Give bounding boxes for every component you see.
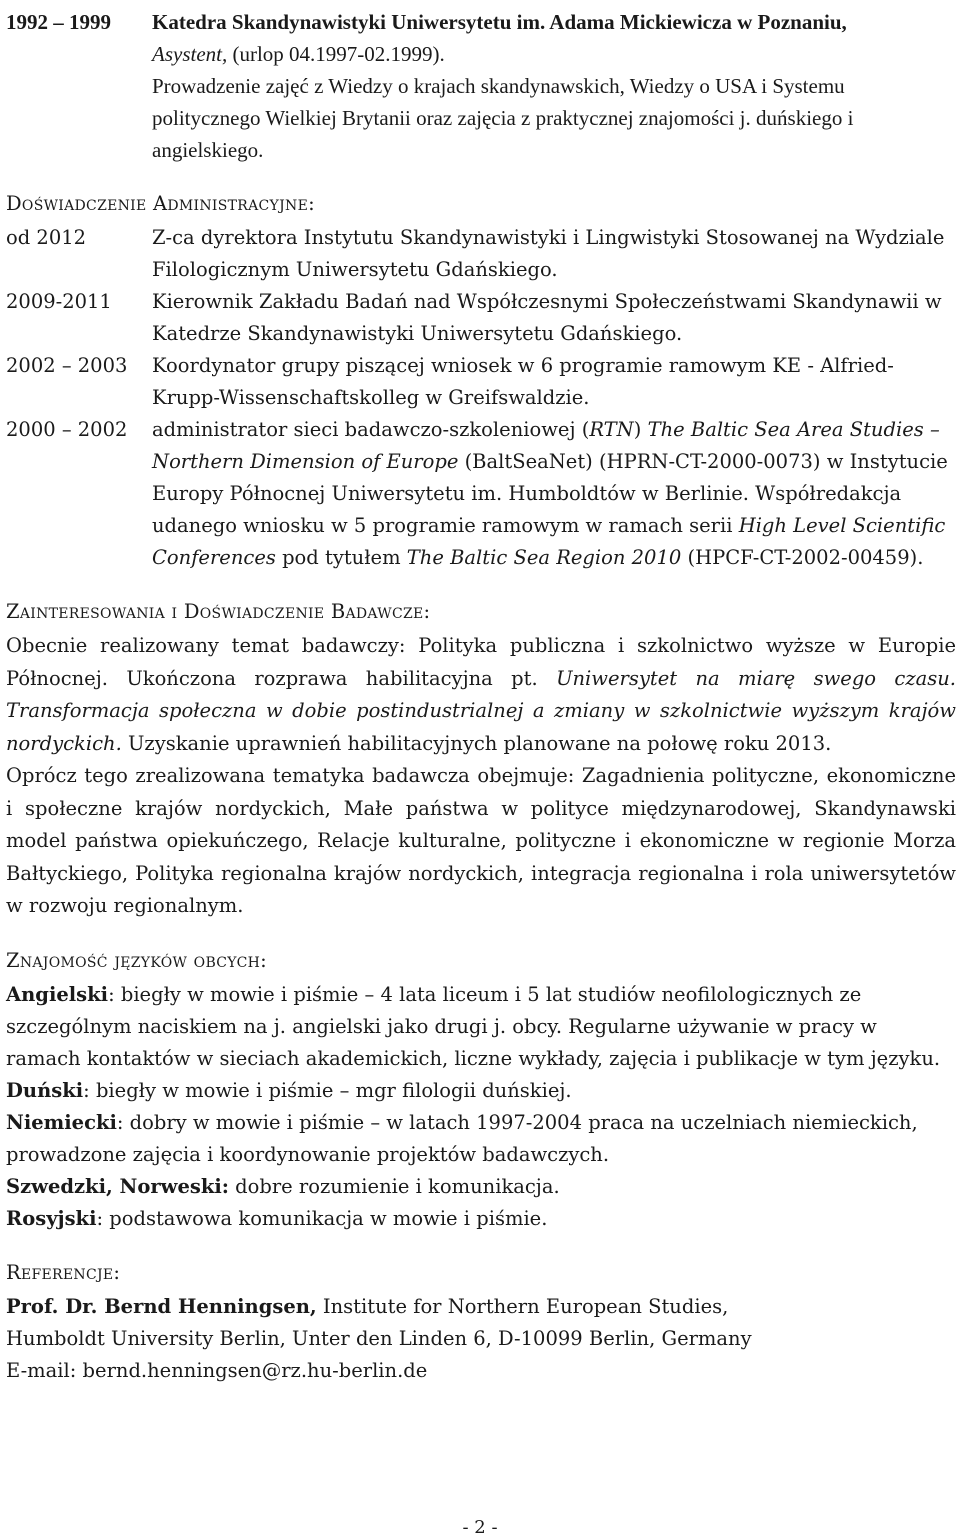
entry-position: Asystent, <box>152 42 228 66</box>
language-name: Duński <box>6 1078 84 1102</box>
research-paragraph <box>6 630 956 760</box>
admin-entry-text: Z-ca dyrektora Instytutu Skandynawistyki i Lingwistyki Stosowanej na Wydziale Filologicznym Uniwersytetu Gdańskiego. <box>152 226 945 281</box>
admin-entry <box>6 350 956 414</box>
reference-email: E-mail: bernd.henningsen@rz.hu-berlin.de <box>6 1358 428 1382</box>
admin-entry <box>6 222 956 286</box>
section-heading-languages: Znajomość języków obcych: <box>6 948 267 972</box>
text-run: (BaltSeaNet) (HPRN-CT-2000-0073) w Instytucie Europy Północnej Uniwersytetu im. Humboldtów w Berlinie. Współredakcja udanego wniosku w 5 programie ramowym w ramach serii <box>152 450 948 537</box>
admin-entry-years: od 2012 <box>6 226 87 249</box>
language-desc: : dobry w mowie i piśmie – w latach 1997-2004 praca na uczelniach niemieckich, prowadzone zajęcia i koordynowanie projektów badawczych. <box>6 1110 918 1166</box>
admin-entry-text: Kierownik Zakładu Badań nad Współczesnymi Społeczeństwami Skandynawii w Katedrze Skandynawistyki Uniwersytetu Gdańskiego. <box>152 290 942 345</box>
admin-entry-years: 2009-2011 <box>6 290 112 313</box>
language-item <box>6 1171 956 1203</box>
entry-leave: (urlop 04.1997-02.1999). <box>227 42 445 66</box>
language-desc: : biegły w mowie i piśmie – 4 lata liceum i 5 lat studiów neofilologicznych ze szczególnym naciskiem na j. angielski jako drugi j. obcy. Regularne używanie w pracy w ramach kontaktów w sieciach akademickich, liczne wykłady, zajęcia i publikacje w tym języku. <box>6 982 941 1070</box>
language-name: Rosyjski <box>6 1206 97 1230</box>
language-name: Niemiecki <box>6 1110 117 1134</box>
text-run-italic: The Baltic Sea Area Studies – Northern Dimension of Europe <box>152 418 940 473</box>
text-run: ) <box>633 418 648 441</box>
language-item <box>6 979 956 1075</box>
reference-title: Prof. Dr. <box>6 1294 105 1318</box>
language-desc: : podstawowa komunikacja w mowie i piśmie. <box>96 1206 548 1230</box>
text-run: Uzyskanie uprawnień habilitacyjnych planowane na połowę roku 2013. <box>121 731 832 755</box>
language-name: Szwedzki, Norweski: <box>6 1174 229 1198</box>
language-item <box>6 1075 956 1107</box>
admin-entry-text <box>152 414 956 574</box>
language-item <box>6 1203 956 1235</box>
admin-entry <box>6 286 956 350</box>
cv-page <box>6 6 956 1387</box>
reference-institute: Institute for Northern European Studies, <box>316 1294 729 1318</box>
section-heading-admin: Doświadczenie Administracyjne: <box>6 192 315 215</box>
text-run: pod tytułem <box>275 546 407 569</box>
section-heading-references: Referencje: <box>6 1260 121 1284</box>
text-run-italic: The Baltic Sea Region 2010 <box>406 546 682 569</box>
admin-entry-years: 2000 – 2002 <box>6 418 128 441</box>
reference-line <box>6 1291 956 1323</box>
thesis-title: Uniwersytet na miarę swego czasu. Transformacja społeczna w dobie postindustrialnej a zmiany w szkolnictwie wyższym krajów nordyckich. <box>6 666 956 755</box>
entry-description: Prowadzenie zajęć z Wiedzy o krajach skandynawskich, Wiedzy o USA i Systemu politycznego Wielkiej Brytanii oraz zajęcia z praktycznej znajomości j. duńskiego i angielskiego. <box>152 74 854 162</box>
page-number: - 2 - <box>462 1517 498 1538</box>
text-run-italic: RTN <box>589 418 634 441</box>
entry-institution: Katedra Skandynawistyki Uniwersytetu im. Adama Mickiewicza w Poznaniu, <box>152 10 847 34</box>
language-item <box>6 1107 956 1171</box>
language-desc: : biegły w mowie i piśmie – mgr filologii duńskiej. <box>83 1078 572 1102</box>
text-run-italic: High Level Scientific Conferences <box>152 514 946 569</box>
language-desc: dobre rozumienie i komunikacja. <box>228 1174 560 1198</box>
admin-entry-rtn <box>6 414 956 574</box>
text-run: administrator sieci badawczo-szkoleniowej ( <box>152 418 590 441</box>
language-name: Angielski <box>6 982 109 1006</box>
admin-entry-text: Koordynator grupy piszącej wniosek w 6 programie ramowym KE - Alfried-Krupp-Wissenschaftskolleg w Greifswaldzie. <box>152 354 894 409</box>
admin-entry-years: 2002 – 2003 <box>6 354 128 377</box>
entry-text <box>152 6 956 166</box>
entry-poznan <box>6 6 956 166</box>
text-run: Obecnie realizowany temat badawczy: Polityka publiczna i szkolnictwo wyższe w Europie Północnej. Ukończona rozprawa habilitacyjna pt. <box>6 634 956 690</box>
research-paragraph: Oprócz tego zrealizowana tematyka badawcza obejmuje: Zagadnienia polityczne, ekonomiczne i społeczne krajów nordyckich, Małe państwa w polityce międzynarodowej, Skandynawski model państwa opiekuńczego, Relacje kulturalne, polityczne i ekonomiczne w regionie Morza Bałtyckiego, Polityka regionalna krajów nordyckich, integracja regionalna i rola uniwersytetów w rozwoju regionalnym. <box>6 764 956 917</box>
text-run: (HPCF-CT-2002-00459). <box>681 546 924 569</box>
reference-address: Humboldt University Berlin, Unter den Linden 6, D-10099 Berlin, Germany <box>6 1326 752 1350</box>
reference-name: Bernd Henningsen, <box>104 1294 317 1318</box>
section-heading-research: Zainteresowania i Doświadczenie Badawcze: <box>6 600 431 623</box>
entry-years: 1992 – 1999 <box>6 10 111 34</box>
